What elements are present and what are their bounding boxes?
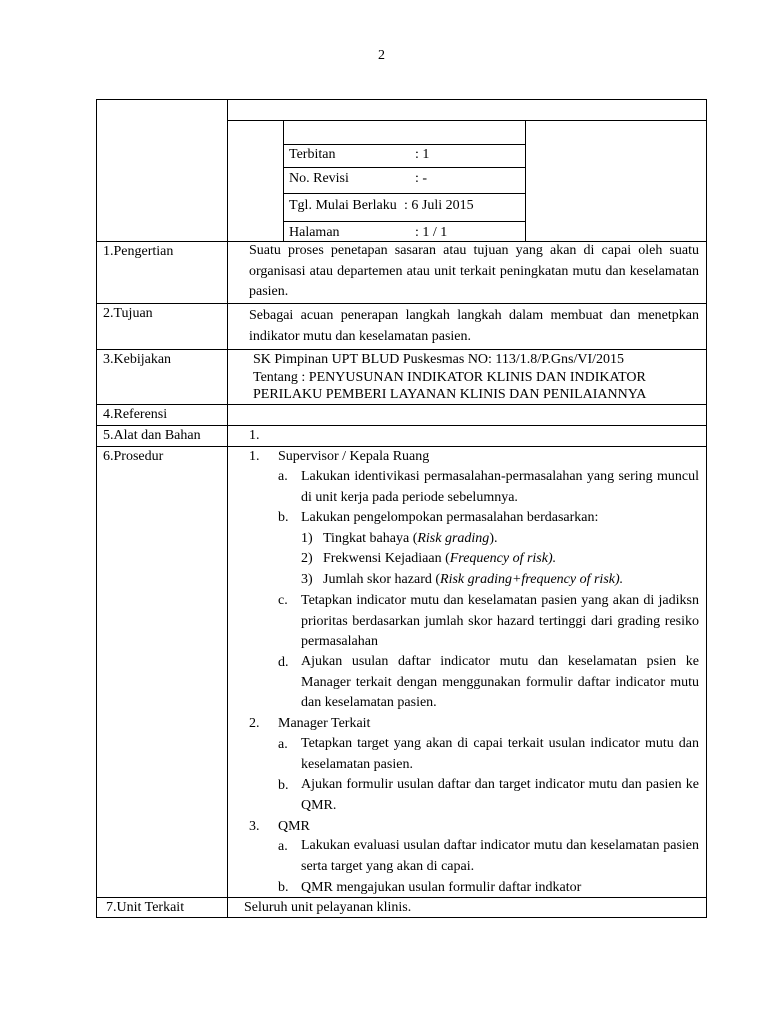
- terbitan-label: Terbitan: [289, 147, 336, 162]
- step1-title: Supervisor / Kepala Ruang: [278, 449, 430, 464]
- step1b-sub3-text: Jumlah skor hazard (Risk grading+frequency of risk).: [323, 572, 624, 587]
- unit-text: Seluruh unit pelayanan klinis.: [244, 900, 412, 915]
- step1b-mark: b.: [278, 510, 289, 525]
- step1d-text: Ajukan usulan daftar indicator mutu dan keselamatan psien ke Manager terkait dengan menggunakan formulir daftar indicator mutu dan keselamatan pasien.: [301, 654, 699, 710]
- alat-item-1: 1.: [249, 428, 260, 443]
- no-revisi-label: No. Revisi: [289, 171, 349, 186]
- page-number: 2: [378, 48, 385, 63]
- tgl-label: Tgl. Mulai Berlaku: [289, 198, 397, 213]
- step3b-text: QMR mengajukan usulan formulir daftar indkator: [301, 880, 582, 895]
- label-unit: 7.Unit Terkait: [106, 900, 185, 915]
- step1b-sub2-mark: 2): [301, 551, 313, 566]
- kebijakan-line1: SK Pimpinan UPT BLUD Puskesmas NO: 113/1.8/P.Gns/VI/2015: [253, 352, 625, 367]
- step3-number: 3.: [249, 819, 260, 834]
- step2-number: 2.: [249, 716, 260, 731]
- label-referensi: 4.Referensi: [103, 407, 168, 422]
- step3b-mark: b.: [278, 880, 289, 895]
- step2b-mark: b.: [278, 778, 289, 793]
- halaman-label: Halaman: [289, 225, 340, 240]
- step1b-text: Lakukan pengelompokan permasalahan berdasarkan:: [301, 510, 599, 525]
- step1c-mark: c.: [278, 593, 288, 608]
- step3-title: QMR: [278, 819, 310, 834]
- pengertian-text: Suatu proses penetapan sasaran atau tujuan yang akan di capai oleh suatu organisasi atau departemen atau unit terkait peningkatan mutu dan keselamatan pasien.: [249, 243, 699, 299]
- step1b-sub1-mark: 1): [301, 531, 313, 546]
- step3a-text: Lakukan evaluasi usulan daftar indicator mutu dan keselamatan pasien serta target yang akan di capai.: [301, 838, 699, 874]
- kebijakan-line2: Tentang : PENYUSUNAN INDIKATOR KLINIS DAN INDIKATOR: [253, 370, 646, 385]
- step1b-sub1-text: Tingkat bahaya (Risk grading).: [323, 531, 498, 546]
- step3a-mark: a.: [278, 839, 288, 854]
- step1-number: 1.: [249, 449, 260, 464]
- label-kebijakan: 3.Kebijakan: [103, 352, 172, 367]
- step2a-mark: a.: [278, 737, 288, 752]
- halaman-value: : 1 / 1: [415, 225, 448, 240]
- label-tujuan: 2.Tujuan: [103, 306, 153, 321]
- label-alat: 5.Alat dan Bahan: [103, 428, 201, 443]
- terbitan-value: : 1: [415, 147, 430, 162]
- step1b-sub3-mark: 3): [301, 572, 313, 587]
- tgl-value: : 6 Juli 2015: [404, 198, 474, 213]
- step1a-text: Lakukan identivikasi permasalahan-permasalahan yang sering muncul di unit kerja pada periode sebelumnya.: [301, 469, 699, 505]
- step1d-mark: d.: [278, 655, 289, 670]
- label-pengertian: 1.Pengertian: [103, 244, 174, 259]
- step1b-sub2-text: Frekwensi Kejadiaan (Frequency of risk).: [323, 551, 557, 566]
- step2b-text: Ajukan formulir usulan daftar dan target indicator mutu dan pasien ke QMR.: [301, 777, 699, 813]
- step2a-text: Tetapkan target yang akan di capai terkait usulan indicator mutu dan keselamatan pasien.: [301, 736, 699, 772]
- label-prosedur: 6.Prosedur: [103, 449, 164, 464]
- kebijakan-line3: PERILAKU PEMBERI LAYANAN KLINIS DAN PENILAIANNYA: [253, 387, 647, 402]
- step1c-text: Tetapkan indicator mutu dan keselamatan pasien yang akan di jadiksn prioritas berdasarkan jumlah skor hazard tertinggi dari grading resiko permasalahan: [301, 593, 699, 649]
- step2-title: Manager Terkait: [278, 716, 371, 731]
- step1a-mark: a.: [278, 469, 288, 484]
- no-revisi-value: : -: [415, 171, 428, 186]
- tujuan-text: Sebagai acuan penerapan langkah langkah dalam membuat dan menetpkan indikator mutu dan keselamatan pasien.: [249, 308, 699, 344]
